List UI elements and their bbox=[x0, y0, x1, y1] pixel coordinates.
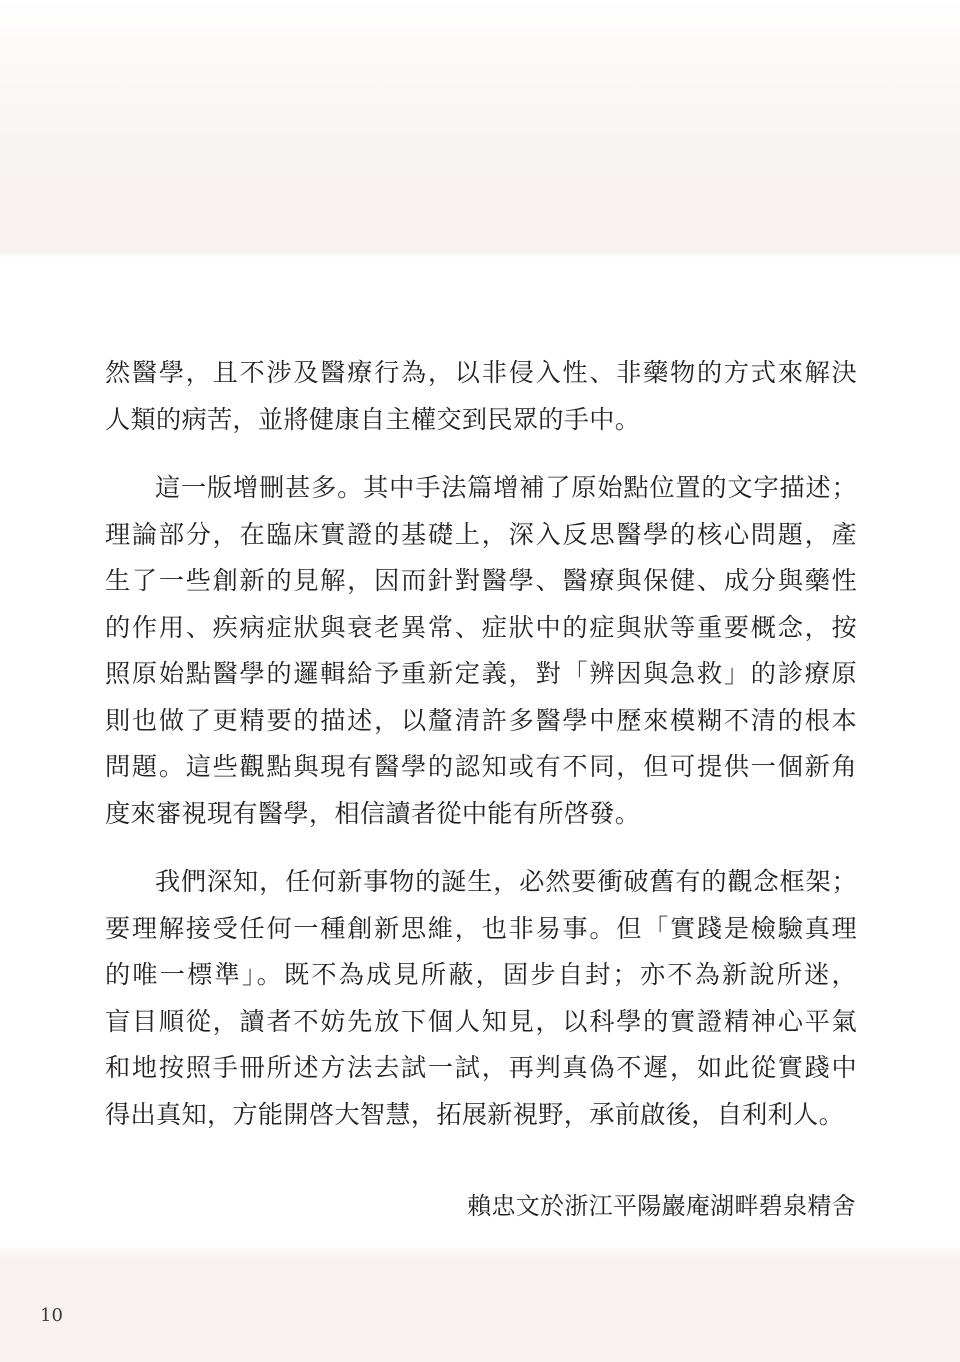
text-line: 的作用、疾病症狀與衰老異常、症狀中的症與狀等重要概念，按 bbox=[105, 612, 857, 642]
body-text bbox=[105, 350, 857, 1138]
text-line: 理論部分，在臨床實證的基礎上，深入反思醫學的核心問題，產 bbox=[105, 519, 857, 549]
text-line: 盲目順從，讀者不妨先放下個人知見，以科學的實證精神心平氣 bbox=[105, 1006, 857, 1036]
text-line: 這一版增刪甚多。其中手法篇增補了原始點位置的文字描述； bbox=[155, 473, 857, 502]
paragraph-2 bbox=[105, 465, 857, 837]
text-line: 照原始點醫學的邏輯給予重新定義，對「辨因與急救」的診療原 bbox=[105, 659, 857, 688]
text-line: 然醫學，且不涉及醫療行為，以非侵入性、非藥物的方式來解決 bbox=[105, 358, 857, 387]
text-line: 要理解接受任何一種創新思維，也非易事。但「實踐是檢驗真理 bbox=[105, 913, 857, 943]
paragraph-3 bbox=[105, 859, 857, 1138]
page-number: 10 bbox=[40, 1305, 63, 1326]
page-footer-texture-band bbox=[0, 1245, 960, 1362]
text-line: 得出真知，方能開啓大智慧，拓展新視野，承前啟後，自利利人。 bbox=[105, 1099, 845, 1129]
text-line: 則也做了更精要的描述，以釐清許多醫學中歷來模糊不清的根本 bbox=[105, 705, 857, 735]
text-line: 人類的病苦，並將健康自主權交到民眾的手中。 bbox=[105, 404, 641, 434]
text-line: 生了一些創新的見解，因而針對醫學、醫療與保健、成分與藥性 bbox=[105, 566, 857, 595]
author-signature: 賴忠文於浙江平陽巖庵湖畔碧泉精舍 bbox=[467, 1192, 856, 1220]
text-line: 我們深知，任何新事物的誕生，必然要衝破舊有的觀念框架； bbox=[155, 867, 857, 896]
page-header-texture-band bbox=[0, 0, 960, 258]
paragraph-1 bbox=[105, 350, 857, 443]
text-line: 和地按照手冊所述方法去試一試，再判真偽不遲，如此從實踐中 bbox=[105, 1053, 857, 1082]
text-line: 問題。這些觀點與現有醫學的認知或有不同，但可提供一個新角 bbox=[105, 752, 857, 781]
text-line: 的唯一標準」。既不為成見所蔽，固步自封；亦不為新說所迷， bbox=[105, 960, 857, 989]
text-line: 度來審視現有醫學，相信讀者從中能有所啓發。 bbox=[105, 798, 641, 828]
